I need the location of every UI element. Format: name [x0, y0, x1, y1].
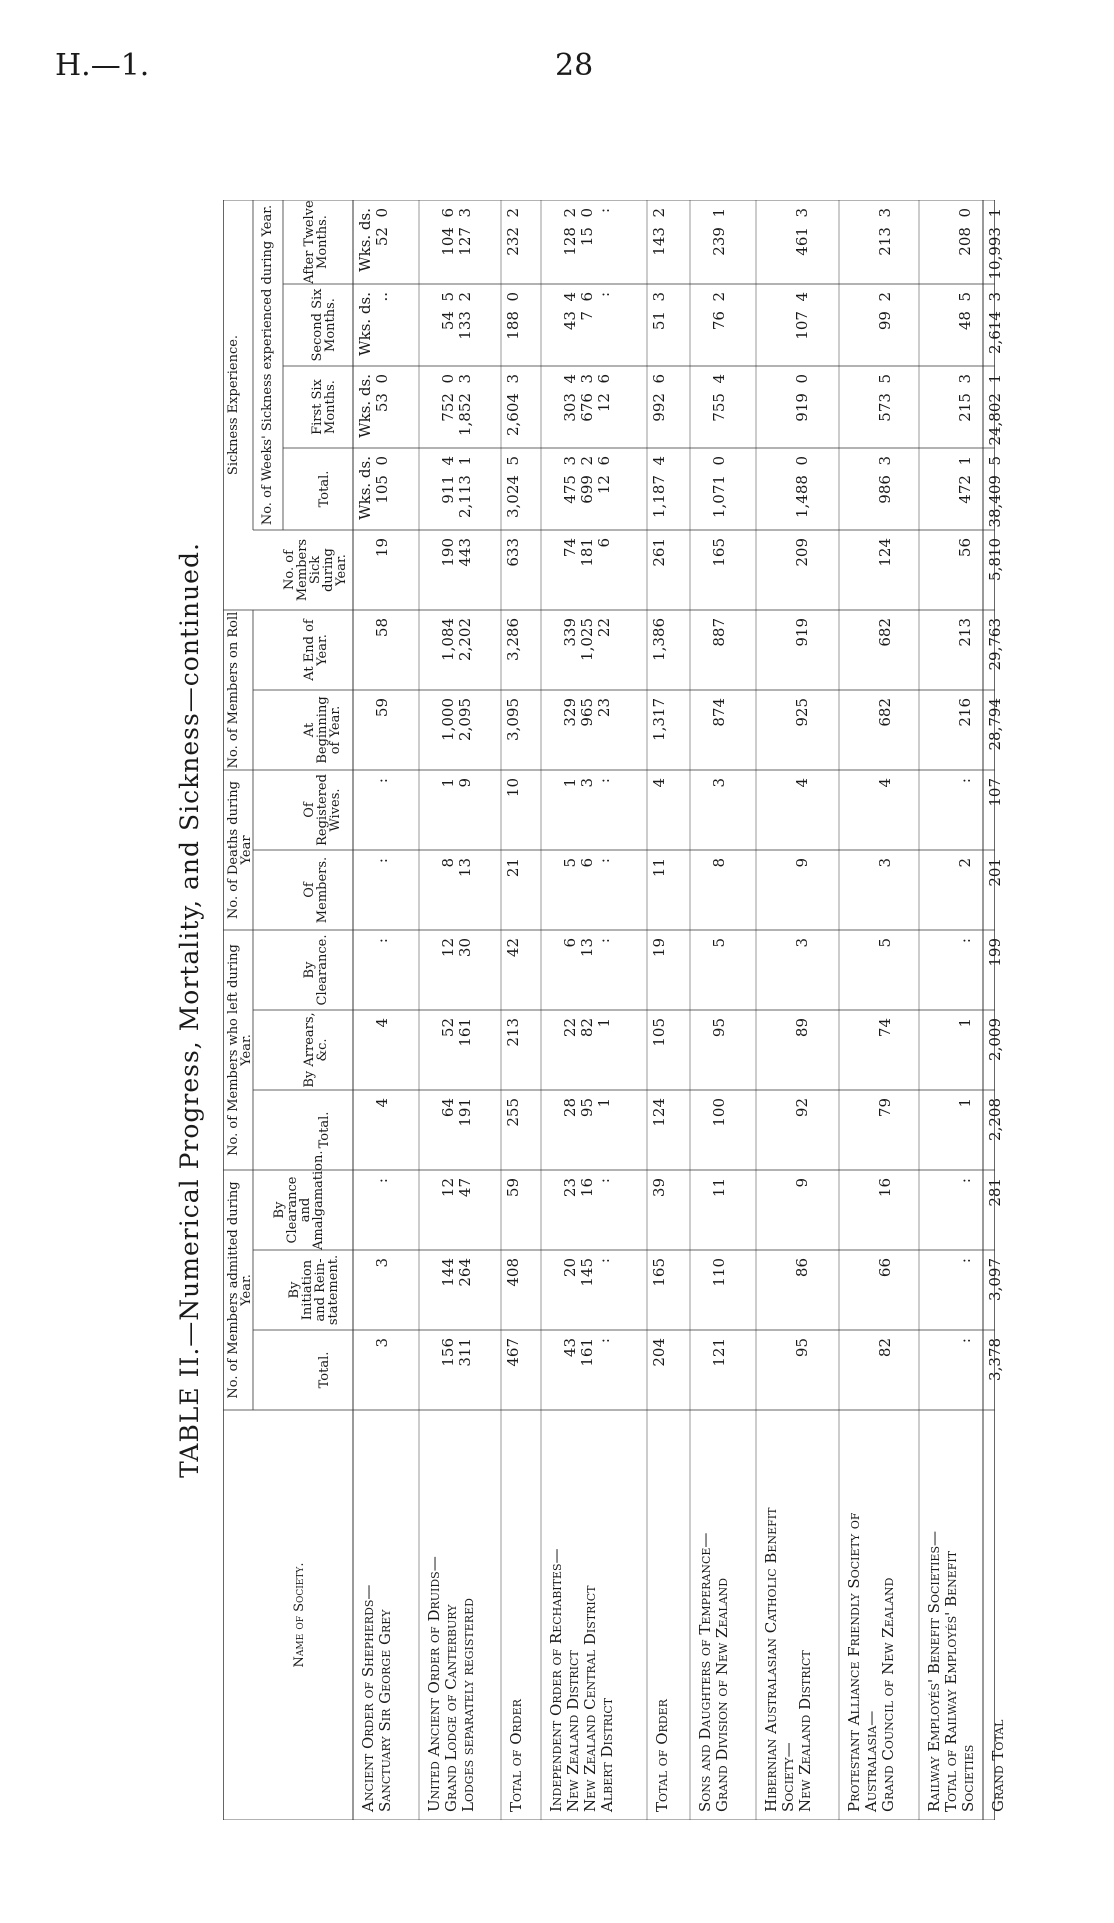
society-name-line: Societies	[959, 1744, 977, 1812]
table-cell: 59	[504, 1178, 522, 1198]
table-cell: 13	[578, 938, 596, 958]
table-cell: 107 4	[793, 292, 811, 340]
heading-sick-members: No. of Members Sick during Year.	[282, 538, 349, 602]
table-cell: 124	[650, 1098, 668, 1127]
table-cell: 4	[650, 778, 668, 788]
table-cell: :	[956, 1178, 974, 1184]
table-cell: 2,009	[986, 1018, 1004, 1061]
heading-deaths-members: Of Members.	[302, 856, 330, 924]
table-cell: 12	[439, 938, 457, 958]
table-cell: 573 5	[876, 374, 894, 422]
table-cell: 461 3	[793, 208, 811, 256]
society-name-line: Hibernian Australasian Catholic Benefit	[762, 1507, 780, 1812]
table-cell: 144	[439, 1258, 457, 1287]
table-cell: 1,000	[439, 698, 457, 741]
table-title: TABLE II.—Numerical Progress, Mortality, and Sickness—continued.	[175, 542, 204, 1478]
table-cell: 19	[373, 538, 391, 558]
table-cell: 22	[561, 1018, 579, 1038]
statistics-table	[223, 200, 1007, 1820]
society-name-line: Independent Order of Rechabites—	[547, 1548, 565, 1812]
table-cell: 100	[710, 1098, 728, 1127]
heading-weeks-total: Total.	[317, 470, 332, 508]
table-cell: 12	[439, 1178, 457, 1198]
society-name-line: New Zealand District	[564, 1650, 582, 1812]
table-cell: 261	[650, 538, 668, 567]
table-cell: 1	[595, 1098, 613, 1108]
table-cell: 52	[439, 1018, 457, 1038]
table-cell: 59	[373, 698, 391, 718]
table-cell: 23	[595, 698, 613, 718]
table-cell: 264	[456, 1258, 474, 1287]
table-cell: 190	[439, 538, 457, 567]
report-reference: H.—1.	[55, 48, 150, 83]
table-cell: 95	[793, 1338, 811, 1358]
table-cell: Wks. ds.	[356, 374, 374, 438]
table-cell: 5	[561, 858, 579, 868]
table-cell: 66	[876, 1258, 894, 1278]
table-cell: 161	[578, 1338, 596, 1367]
table-cell: 925	[793, 698, 811, 727]
table-cell: 82	[876, 1338, 894, 1358]
table-cell: 1,317	[650, 698, 668, 741]
table-cell: 82	[578, 1018, 596, 1038]
table-cell: 3	[373, 1338, 391, 1348]
table-cell: 329	[561, 698, 579, 727]
table-cell: 28,794	[986, 698, 1004, 751]
table-cell: 2	[956, 858, 974, 868]
society-name-line: Grand Division of New Zealand	[713, 1577, 731, 1812]
table-cell: 104 6	[439, 208, 457, 256]
table-cell: 38,409 5	[986, 456, 1004, 528]
table-cell: 255	[504, 1098, 522, 1127]
table-cell: 6	[578, 858, 596, 868]
table-cell: 89	[793, 1018, 811, 1038]
table-cell: :	[595, 1258, 613, 1264]
table-cell: 209	[793, 538, 811, 567]
table-cell: 165	[710, 538, 728, 567]
table-cell: 10	[504, 778, 522, 798]
table-cell: 408	[504, 1258, 522, 1287]
table-cell: 2,604 3	[504, 374, 522, 437]
table-cell: 9	[793, 858, 811, 868]
table-cell: 86	[793, 1258, 811, 1278]
table-cell: 20	[561, 1258, 579, 1278]
table-cell: 919	[793, 618, 811, 647]
table-cell: 1,084	[439, 618, 457, 661]
table-cell: ..	[373, 292, 391, 312]
table-cell: 5,810	[986, 538, 1004, 581]
society-name-line: United Ancient Order of Druids—	[425, 1556, 443, 1812]
heading-weeks-after: After Twelve Months.	[302, 200, 330, 284]
table-cell: :	[373, 1178, 391, 1184]
table-cell: 475 3	[561, 456, 579, 504]
society-name-line: New Zealand District	[796, 1650, 814, 1812]
table-cell: 752 0	[439, 374, 457, 422]
heading-admitted: No. of Members admitted during Year.	[226, 1181, 254, 1399]
table-cell: 99 2	[876, 292, 894, 331]
table-cell: 15 0	[578, 208, 596, 247]
table-cell: 1	[439, 778, 457, 788]
table-cell: 23	[561, 1178, 579, 1198]
table-cell: 213 3	[876, 208, 894, 256]
heading-weeks-first: First Six Months.	[310, 379, 338, 435]
table-cell: 213	[956, 618, 974, 647]
society-name-line: Sanctuary Sir George Grey	[376, 1609, 394, 1812]
table-cell: 4	[876, 778, 894, 788]
table-cell: 145	[578, 1258, 596, 1287]
page-number: 28	[555, 48, 594, 83]
table-cell: 8	[710, 858, 728, 868]
table-cell: 107	[986, 778, 1004, 807]
table-cell: 986 3	[876, 456, 894, 504]
table-cell: 143 2	[650, 208, 668, 256]
table-cell: 992 6	[650, 374, 668, 422]
table-cell: 1	[595, 1018, 613, 1028]
society-name-line: Australasia—	[862, 1710, 880, 1812]
table-cell: 3,378	[986, 1338, 1004, 1381]
table-cell: 54 5	[439, 292, 457, 331]
table-cell: 56	[956, 538, 974, 558]
table-cell: 3	[793, 938, 811, 948]
table-cell: 7 6	[578, 292, 596, 321]
society-name-line: Grand Lodge of Canterbury	[442, 1604, 460, 1812]
table-cell: 12 6	[595, 456, 613, 495]
heading-roll: No. of Members on Roll	[226, 611, 241, 769]
table-cell: 64	[439, 1098, 457, 1118]
table-cell: 92	[793, 1098, 811, 1118]
society-name-line: Total of Order	[653, 1699, 671, 1812]
table-cell: :	[595, 208, 613, 223]
table-cell: :	[956, 778, 974, 784]
society-name-line: Ancient Order of Shepherds—	[359, 1584, 377, 1812]
table-cell: 48 5	[956, 292, 974, 331]
table-cell: 1,187 4	[650, 456, 668, 519]
table-cell: 8	[439, 858, 457, 868]
heading-deaths: No. of Deaths during Year	[226, 780, 254, 920]
table-cell: 874	[710, 698, 728, 727]
table-cell: 10,993 1	[986, 208, 1004, 280]
table-cell: :	[595, 778, 613, 784]
table-cell: 74	[561, 538, 579, 558]
table-cell: 215 3	[956, 374, 974, 422]
table-cell: 29,763	[986, 618, 1004, 671]
table-cell: Wks. ds.	[356, 292, 374, 356]
heading-weeks-second: Second Six Months.	[310, 288, 338, 362]
table-cell: 5	[710, 938, 728, 948]
table-cell: 311	[456, 1338, 474, 1367]
table-cell: 965	[578, 698, 596, 727]
table-cell: 1	[561, 778, 579, 788]
table-cell: 11	[710, 1178, 728, 1198]
society-name-line: Grand Council of New Zealand	[879, 1577, 897, 1812]
table-cell: 682	[876, 618, 894, 647]
table-cell: 3,286	[504, 618, 522, 661]
table-cell: 156	[439, 1338, 457, 1367]
table-cell: 1,386	[650, 618, 668, 661]
table-cell: 2,095	[456, 698, 474, 741]
table-cell: 51 3	[650, 292, 668, 331]
table-cell: 43	[561, 1338, 579, 1358]
table-cell: 95	[710, 1018, 728, 1038]
table-cell: 9	[793, 1178, 811, 1188]
table-cell: :	[956, 938, 974, 944]
table-cell: 1	[956, 1098, 974, 1108]
table-cell: 121	[710, 1338, 728, 1367]
rotated-table	[175, 200, 1007, 1820]
table-cell: 52 0	[373, 208, 391, 247]
table-cell: 4	[793, 778, 811, 788]
table-cell: 16	[876, 1178, 894, 1198]
table-cell: :	[956, 1258, 974, 1264]
table-cell: 676 3	[578, 374, 596, 422]
table-cell: 161	[456, 1018, 474, 1047]
table-cell: 911 4	[439, 456, 457, 504]
table-cell: 208 0	[956, 208, 974, 256]
table-cell: 239 1	[710, 208, 728, 256]
table-cell: :	[595, 858, 613, 864]
table-cell: 191	[456, 1098, 474, 1127]
heading-left-arrears: By Arrears, &c.	[302, 1012, 330, 1088]
table-cell: 2,113 1	[456, 456, 474, 519]
table-cell: 5	[876, 938, 894, 948]
table-cell: 12 6	[595, 374, 613, 413]
table-cell: 4	[373, 1098, 391, 1108]
table-cell: 1,488 0	[793, 456, 811, 519]
heading-roll-end: At End of Year.	[302, 619, 330, 681]
table-cell: 216	[956, 698, 974, 727]
table-cell: 6	[561, 938, 579, 948]
table-cell: 3	[578, 778, 596, 788]
table-cell: 79	[876, 1098, 894, 1118]
table-cell: 201	[986, 858, 1004, 887]
heading-sickness-experience: Sickness Experience.	[226, 334, 241, 476]
table-cell: 58	[373, 618, 391, 638]
table-cell: 24,802 1	[986, 374, 1004, 446]
table-cell: 3,024 5	[504, 456, 522, 519]
society-name-line: Sons and Daughters of Temperance—	[696, 1532, 714, 1812]
table-cell: 1,071 0	[710, 456, 728, 519]
table-cell: 1,852 3	[456, 374, 474, 437]
heading-weeks-sickness: No. of Weeks' Sickness experienced during Year.	[260, 204, 275, 526]
table-cell: 339	[561, 618, 579, 647]
society-name-line: Total of Order	[507, 1699, 525, 1812]
table-cell: 30	[456, 938, 474, 958]
table-cell: Wks. ds.	[356, 208, 374, 272]
table-cell: 39	[650, 1178, 668, 1198]
table-cell: 4	[373, 1018, 391, 1028]
table-cell: 2,202	[456, 618, 474, 661]
table-cell: 165	[650, 1258, 668, 1287]
table-cell: :	[373, 938, 391, 944]
table-cell: :	[373, 778, 391, 784]
table-cell: 3	[876, 858, 894, 868]
table-cell: 1,025	[578, 618, 596, 661]
table-cell: :	[956, 1338, 974, 1344]
table-cell: 1	[956, 1018, 974, 1028]
table-cell: 22	[595, 618, 613, 638]
table-cell: 919 0	[793, 374, 811, 422]
table-cell: 232 2	[504, 208, 522, 256]
table-cell: 42	[504, 938, 522, 958]
table-cell: 181	[578, 538, 596, 567]
table-cell: 699 2	[578, 456, 596, 504]
table-cell: 105	[650, 1018, 668, 1047]
society-name-line: Lodges separately registered	[459, 1598, 477, 1812]
table-cell: 95	[578, 1098, 596, 1118]
society-name-line: Society—	[779, 1742, 797, 1812]
society-name-line: Albert District	[598, 1697, 616, 1812]
table-cell: 9	[456, 778, 474, 788]
table-cell: 682	[876, 698, 894, 727]
society-name-line: Total of Railway Employés' Benefit	[942, 1550, 960, 1812]
table-cell: 3	[373, 1258, 391, 1268]
table-cell: 887	[710, 618, 728, 647]
heading-admitted-clearance: By Clearance and Amalgamation.	[272, 1150, 326, 1250]
table-cell: 133 2	[456, 292, 474, 340]
table-cell: 110	[710, 1258, 728, 1287]
table-cell: 2,614 3	[986, 292, 1004, 355]
table-cell: 11	[650, 858, 668, 878]
table-cell: 303 4	[561, 374, 579, 422]
table-cell: 127 3	[456, 208, 474, 256]
table-cell: 13	[456, 858, 474, 878]
table-cell: 2,208	[986, 1098, 1004, 1141]
table-cell: 74	[876, 1018, 894, 1038]
heading-deaths-wives: Of Registered Wives.	[302, 774, 343, 846]
table-cell: 6	[595, 538, 613, 548]
table-cell: 19	[650, 938, 668, 958]
table-cell: 124	[876, 538, 894, 567]
heading-roll-begin: At Beginning of Year.	[302, 696, 343, 764]
table-cell: 3	[710, 778, 728, 788]
society-name-line: New Zealand Central District	[581, 1585, 599, 1812]
table-cell: 633	[504, 538, 522, 567]
table-cell: 755 4	[710, 374, 728, 422]
table-cell: 213	[504, 1018, 522, 1047]
table-cell: 281	[986, 1178, 1004, 1207]
table-cell: 188 0	[504, 292, 522, 340]
table-cell: 128 2	[561, 208, 579, 256]
table-cell: :	[595, 1178, 613, 1184]
heading-left: No. of Members who left during Year.	[226, 944, 254, 1156]
heading-admitted-initiation: By Initiation and Rein-statement.	[287, 1254, 341, 1326]
heading-left-clearance: By Clearance.	[302, 934, 330, 1006]
table-cell: 47	[456, 1178, 474, 1198]
table-cell: 472 1	[956, 456, 974, 504]
table-cell: 16	[578, 1178, 596, 1198]
table-cell: Wks. ds.	[356, 456, 374, 520]
table-cell: 204	[650, 1338, 668, 1367]
table-cell: 199	[986, 938, 1004, 967]
table-cell: 3,095	[504, 698, 522, 741]
heading-admitted-total: Total.	[317, 1351, 332, 1389]
table-cell: :	[595, 292, 613, 307]
table-cell: 443	[456, 538, 474, 567]
table-cell: :	[595, 1338, 613, 1344]
heading-left-total: Total.	[317, 1111, 332, 1149]
table-cell: 28	[561, 1098, 579, 1118]
society-name-line: Protestant Alliance Friendly Society of	[845, 1512, 863, 1812]
table-cell: 21	[504, 858, 522, 878]
heading-name-of-society: Name of Society.	[292, 1562, 307, 1668]
table-cell: :	[373, 858, 391, 864]
society-name-line: Grand Total	[989, 1719, 1007, 1812]
table-cell: 467	[504, 1338, 522, 1367]
table-cell: 105 0	[373, 456, 391, 504]
table-cell: 43 4	[561, 292, 579, 331]
table-cell: 76 2	[710, 292, 728, 331]
table-cell: 53 0	[373, 374, 391, 413]
table-cell: :	[595, 938, 613, 944]
table-cell: 3,097	[986, 1258, 1004, 1301]
society-name-line: Railway Employés' Benefit Societies—	[925, 1531, 943, 1812]
